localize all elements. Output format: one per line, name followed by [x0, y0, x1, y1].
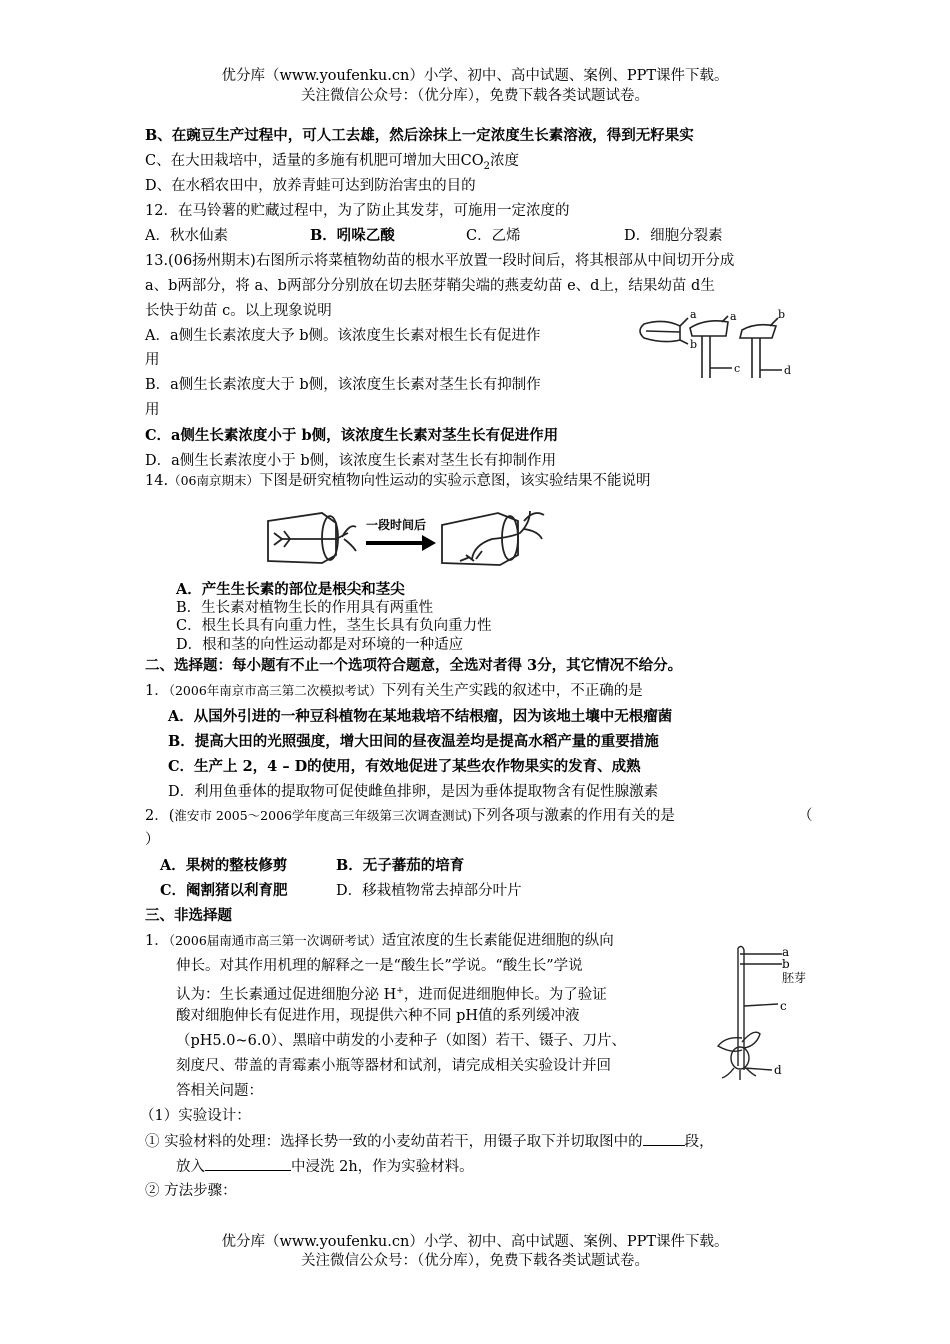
sec3-step2: ② 方法步骤： — [145, 1183, 237, 1199]
sec2-q1-stem: 1．（2006年南京市高三第二次模拟考试）下列有关生产实践的叙述中，不正确的是 — [145, 683, 643, 699]
section-2-title: 二、选择题：每小题有不止一个选项符合题意，全选对者得 3分，其它情况不给分。 — [145, 657, 683, 674]
q13-fig-label-a2: a — [730, 310, 737, 323]
wheat-fig-label-a: a — [782, 945, 790, 959]
wheat-seedling-figure — [712, 942, 822, 1082]
q13-stem-line-3: 长快于幼苗 c。以上现象说明 — [145, 303, 332, 319]
sec2-q2-option-c: C．阉割猪以利育肥 — [160, 882, 288, 899]
sec2-q1-option-a: A．从国外引进的一种豆科植物在某地栽培不结根瘤，因为该地土壤中无根瘤菌 — [168, 708, 673, 725]
q13-fig-label-d: d — [784, 364, 792, 377]
q13-stem-line-1: 13.(06扬州期末)右图所示将菜植物幼苗的根水平放置一段时间后，将其根部从中间切开分成 — [145, 253, 735, 269]
section-3-title: 三、非选择题 — [145, 907, 232, 924]
q12-option-a: A．秋水仙素 — [145, 228, 228, 244]
sec2-q2-paren-close: ） — [145, 832, 160, 848]
sec3-q1-line-4: 酸对细胞伸长有促进作用，现提供六种不同 pH值的系列缓冲液 — [176, 1008, 580, 1024]
sec2-q2-option-a: A．果树的整枝修剪 — [160, 857, 288, 874]
q14-tropism-figure — [262, 505, 552, 575]
q13-option-b-line-1: B．a侧生长素浓度大于 b侧，该浓度生长素对茎生长有抑制作 — [145, 377, 541, 393]
q14-fig-arrow-label: 一段时间后 — [366, 518, 427, 532]
q13-fig-label-a: a — [690, 308, 697, 321]
q13-option-a-line-1: A．a侧生长素浓度大予 b侧。该浓度生长素对根生长有促进作 — [145, 328, 541, 344]
q14-stem: 14.（06南京期末）下图是研究植物向性运动的实验示意图，该实验结果不能说明 — [145, 473, 651, 489]
header-line-2: 关注微信公众号：（优分库），免费下载各类试题试卷。 — [301, 88, 649, 104]
q12-stem: 12．在马铃薯的贮藏过程中，为了防止其发芽，可施用一定浓度的 — [145, 203, 570, 219]
sec2-q2-paren-open: （ — [798, 808, 813, 824]
q11-option-d: D、在水稻农田中，放养青蛙可达到防治害虫的目的 — [145, 178, 476, 194]
q13-fig-label-b: b — [690, 338, 698, 351]
sec2-q2-stem: 2．(淮安市 2005～2006学年度高三年级第三次调查测试)下列各项与激素的作用有关的是 — [145, 808, 675, 824]
q13-stem-line-2: a、b两部分，将 a、b两部分分别放在切去胚芽鞘尖端的燕麦幼苗 e、d上，结果幼苗 d生 — [145, 278, 715, 294]
q13-seedling-figure — [636, 310, 796, 382]
sec3-part1-title: （1）实验设计： — [140, 1108, 251, 1124]
q13-option-a-line-2: 用 — [145, 352, 160, 368]
q11-option-c: C、在大田栽培中，适量的多施有机肥可增加大田$CO_2$浓度 — [145, 153, 519, 172]
q13-option-c: C．a侧生长素浓度小于 b侧，该浓度生长素对茎生长有促进作用 — [145, 427, 559, 444]
q13-option-d: D．a侧生长素浓度小于 b侧，该浓度生长素对茎生长有抑制作用 — [145, 453, 557, 469]
sec2-q1-option-c: C．生产上 2，4 – D的使用，有效地促进了某些农作物果实的发育、成熟 — [168, 758, 641, 775]
answer-blank-solution[interactable] — [205, 1156, 291, 1171]
footer-line-1: 优分库（www.youfenku.cn）小学、初中、高中试题、案例、PPT课件下载。 — [221, 1234, 729, 1250]
sec2-q2-option-d: D．移栽植物常去掉部分叶片 — [336, 883, 522, 899]
answer-blank-segment[interactable] — [643, 1131, 685, 1146]
sec3-step1-line-2: 放入 中浸洗 2h，作为实验材料。 — [176, 1156, 474, 1177]
sec3-q1-line-3: 认为：生长素通过促进细胞分泌 H+，进而促进细胞伸长。为了验证 — [176, 986, 607, 1003]
q14-option-d: D．根和茎的向性运动都是对环境的一种适应 — [176, 637, 464, 653]
q14-option-b: B．生长素对植物生长的作用具有两重性 — [176, 600, 434, 616]
sec3-q1-line-2: 伸长。对其作用机理的解释之一是“酸生长”学说。“酸生长”学说 — [176, 958, 583, 974]
footer-line-2: 关注微信公众号：（优分库），免费下载各类试题试卷。 — [301, 1253, 649, 1269]
q14-option-c: C．根生长具有向重力性，茎生长具有负向重力性 — [176, 618, 492, 634]
q13-option-b-line-2: 用 — [145, 402, 160, 418]
q12-option-b: B．吲哚乙酸 — [310, 227, 395, 244]
sec3-q1-line-1: 1．（2006届南通市高三第一次调研考试）适宜浓度的生长素能促进细胞的纵向 — [145, 933, 614, 949]
sec3-q1-line-7: 答相关问题： — [176, 1083, 263, 1099]
wheat-fig-label-c: c — [780, 999, 787, 1013]
sec2-q1-option-b: B．提高大田的光照强度，增大田间的昼夜温差均是提高水稻产量的重要措施 — [168, 733, 659, 750]
q12-option-c: C．乙烯 — [466, 228, 521, 244]
sec2-q2-option-b: B．无子蕃茄的培育 — [336, 857, 465, 874]
q13-fig-label-c: c — [734, 362, 741, 375]
q12-option-d: D．细胞分裂素 — [624, 228, 723, 244]
sec3-q1-line-6: 刻度尺、带盖的青霉素小瓶等器材和试剂，请完成相关实验设计并回 — [176, 1058, 611, 1074]
wheat-fig-label-embryo: 胚芽 — [782, 971, 807, 985]
header-line-1: 优分库（www.youfenku.cn）小学、初中、高中试题、案例、PPT课件下载。 — [221, 68, 729, 84]
sec2-q1-option-d: D．利用鱼垂体的提取物可促使雌鱼排卵，是因为垂体提取物含有促性腺激素 — [168, 784, 659, 800]
sec3-step1-line-1: ① 实验材料的处理：选择长势一致的小麦幼苗若干，用镊子取下并切取图中的 段， — [145, 1131, 714, 1152]
q11-option-b: B、在豌豆生产过程中，可人工去雄，然后涂抹上一定浓度生长素溶液，得到无籽果实 — [145, 127, 694, 144]
q13-fig-label-b2: b — [778, 308, 786, 321]
wheat-fig-label-d: d — [774, 1063, 782, 1077]
q14-option-a: A．产生生长素的部位是根尖和茎尖 — [176, 581, 405, 598]
wheat-fig-label-b: b — [782, 957, 790, 971]
sec3-q1-line-5: （pH5.0~6.0）、黑暗中萌发的小麦种子（如图）若干、镊子、刀片、 — [176, 1033, 626, 1049]
